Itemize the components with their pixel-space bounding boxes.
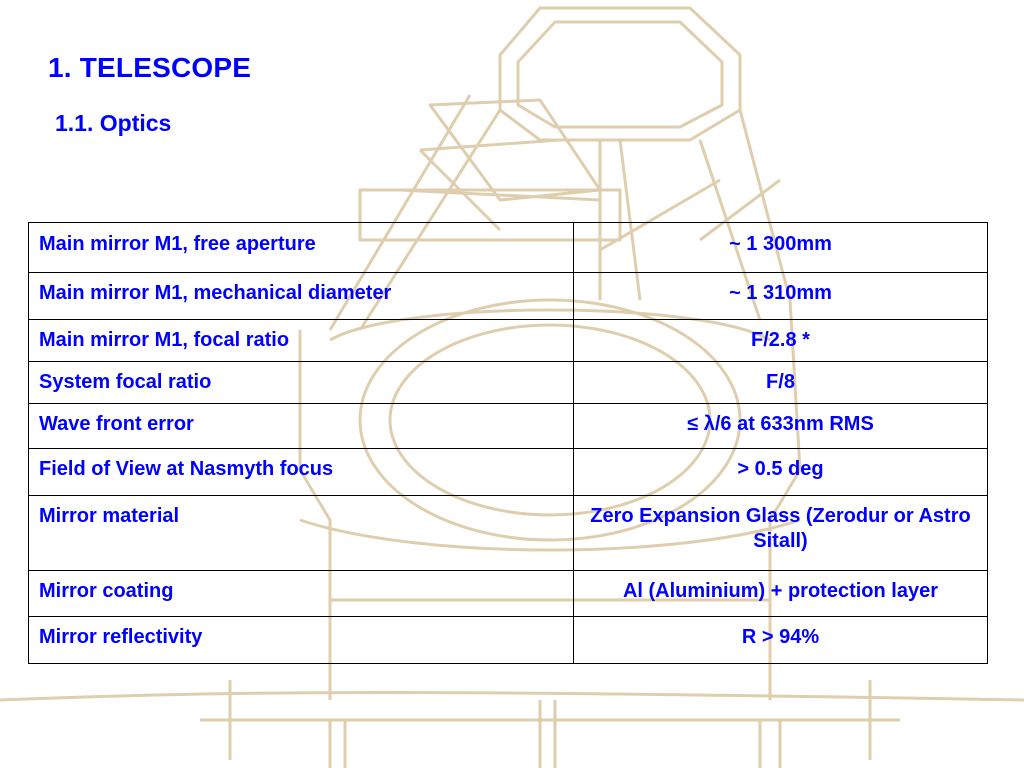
parameter-cell: Mirror reflectivity bbox=[29, 617, 574, 664]
parameter-cell: Field of View at Nasmyth focus bbox=[29, 449, 574, 496]
table-row bbox=[29, 449, 988, 496]
value-cell: ~ 1 310mm bbox=[574, 273, 988, 320]
page-title: 1. TELESCOPE bbox=[48, 52, 252, 83]
table-row bbox=[29, 273, 988, 320]
section-subtitle: 1.1. Optics bbox=[55, 110, 172, 136]
parameter-cell: Main mirror M1, free aperture bbox=[29, 223, 574, 273]
table-row bbox=[29, 362, 988, 404]
parameter-cell: Mirror material bbox=[29, 496, 574, 571]
value-cell: Zero Expansion Glass (Zerodur or Astro Sitall) bbox=[574, 496, 988, 571]
table-row bbox=[29, 404, 988, 449]
parameter-cell: Mirror coating bbox=[29, 571, 574, 617]
parameter-cell: System focal ratio bbox=[29, 362, 574, 404]
value-cell: ≤ λ/6 at 633nm RMS bbox=[574, 404, 988, 449]
value-cell: Al (Aluminium) + protection layer bbox=[574, 571, 988, 617]
value-cell: ~ 1 300mm bbox=[574, 223, 988, 273]
parameter-cell: Main mirror M1, focal ratio bbox=[29, 320, 574, 362]
table-row bbox=[29, 571, 988, 617]
value-cell: F/8 bbox=[574, 362, 988, 404]
table-row bbox=[29, 617, 988, 664]
table-row bbox=[29, 496, 988, 571]
table-row bbox=[29, 320, 988, 362]
parameter-cell: Wave front error bbox=[29, 404, 574, 449]
value-cell: F/2.8 * bbox=[574, 320, 988, 362]
parameter-cell: Main mirror M1, mechanical diameter bbox=[29, 273, 574, 320]
value-cell: > 0.5 deg bbox=[574, 449, 988, 496]
value-cell: R > 94% bbox=[574, 617, 988, 664]
table-row bbox=[29, 223, 988, 273]
optics-spec-table bbox=[28, 222, 988, 664]
